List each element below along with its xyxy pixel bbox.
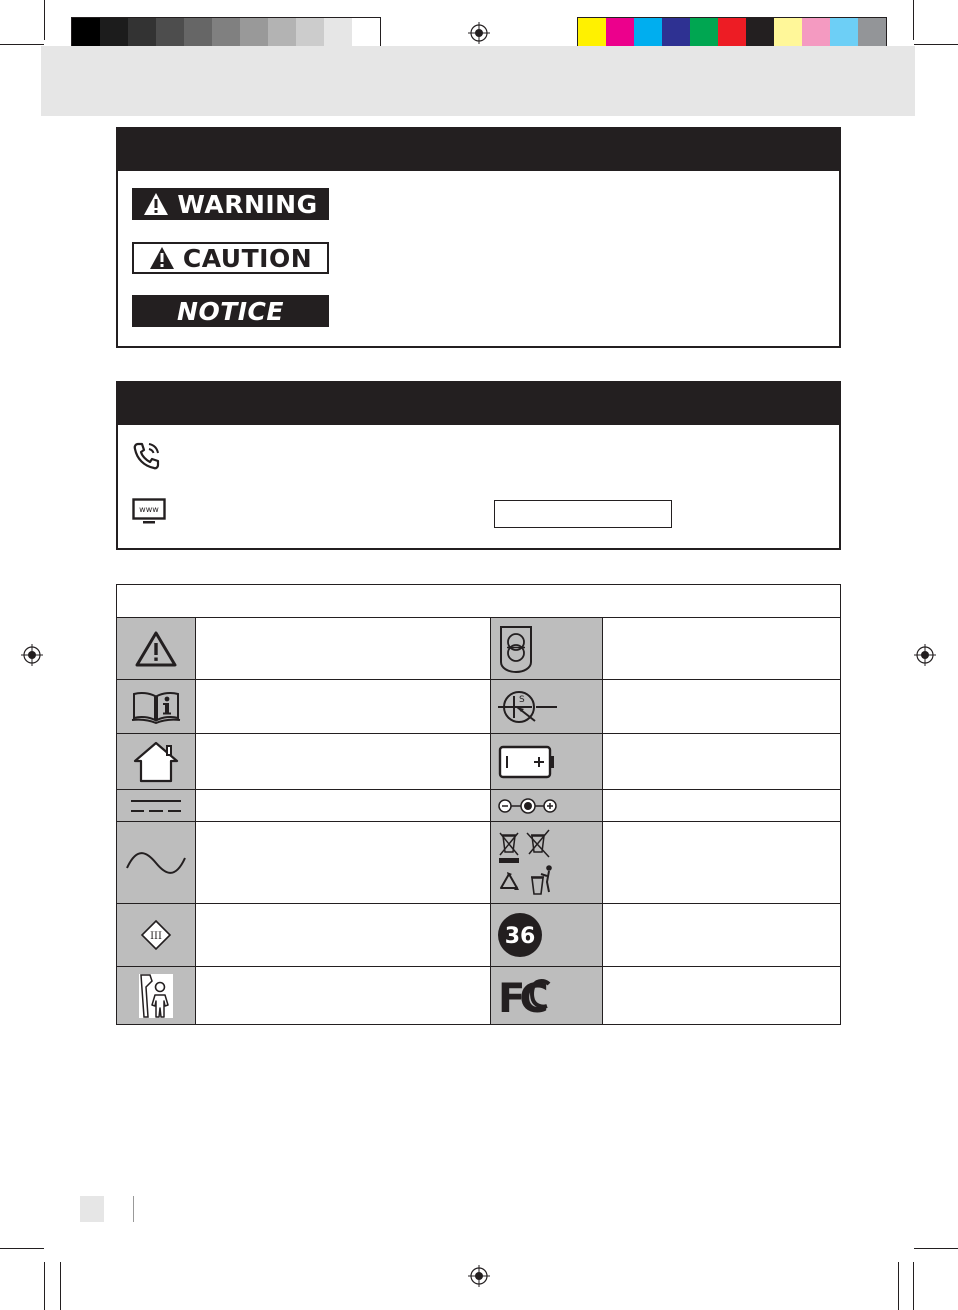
symbol-table: [116, 584, 841, 1025]
icon-cell: [491, 790, 603, 822]
service-header: [118, 383, 839, 425]
crop-mark: [44, 1262, 45, 1310]
color-swatch: [128, 18, 156, 46]
crop-mark: [914, 1248, 958, 1249]
crop-mark: [0, 44, 44, 45]
color-swatch: [718, 18, 746, 46]
description-cell: [195, 904, 491, 967]
color-swatch: [662, 18, 690, 46]
color-swatch: [100, 18, 128, 46]
warning-label: [132, 188, 329, 220]
notice-label: [132, 295, 329, 327]
registration-mark-icon: [21, 644, 43, 666]
color-swatch: [746, 18, 774, 46]
warning-triangle-icon: [149, 246, 175, 270]
caution-text: CAUTION: [182, 243, 313, 273]
table-row: [117, 734, 841, 790]
direct-current-icon: [130, 797, 182, 815]
url-field: [494, 500, 672, 528]
table-row: [117, 618, 841, 680]
alternating-current-icon: [125, 850, 187, 876]
fcc-logo-text: FC: [498, 975, 544, 1018]
icon-cell: [491, 904, 603, 967]
safety-transformer-icon: [497, 624, 535, 674]
icon-cell: [491, 680, 603, 734]
table-row: [117, 904, 841, 967]
www-monitor-icon: [132, 498, 166, 526]
icon-cell: [117, 967, 196, 1025]
description-cell: [603, 822, 841, 904]
crop-mark: [60, 1262, 61, 1310]
description-cell: [195, 822, 491, 904]
connector-polarity-icon: [497, 797, 559, 815]
symbol-table-header: [117, 585, 841, 618]
short-circuit-proof-icon: [497, 688, 559, 726]
crop-mark: [914, 44, 958, 45]
icon-cell: [491, 734, 603, 790]
color-swatch: [296, 18, 324, 46]
description-cell: [195, 734, 491, 790]
description-cell: [603, 967, 841, 1025]
color-swatch: [240, 18, 268, 46]
age-badge-text: 36: [505, 924, 536, 949]
color-swatch: [606, 18, 634, 46]
protection-class-iii-icon: [140, 919, 172, 951]
svg-text:www: www: [139, 505, 159, 514]
description-cell: [195, 967, 491, 1025]
page-number-divider: [133, 1196, 134, 1222]
icon-cell: [117, 904, 196, 967]
service-box: [116, 381, 841, 550]
description-cell: [603, 618, 841, 680]
color-swatch: [858, 18, 886, 46]
color-swatch: [634, 18, 662, 46]
description-cell: [195, 790, 491, 822]
crop-mark: [913, 1262, 914, 1310]
registration-mark-icon: [468, 22, 490, 44]
caution-label: [132, 242, 329, 274]
crop-mark: [898, 1262, 899, 1310]
disposal-recycling-icon: [497, 828, 559, 898]
color-swatch: [184, 18, 212, 46]
crop-mark: [913, 0, 914, 40]
notice-text: NOTICE: [177, 296, 284, 326]
signal-words-box: [116, 127, 841, 348]
color-swatch: [268, 18, 296, 46]
color-swatch: [156, 18, 184, 46]
description-cell: [195, 618, 491, 680]
description-cell: [195, 680, 491, 734]
crop-mark: [44, 0, 45, 40]
description-cell: [603, 680, 841, 734]
icon-cell: [117, 822, 196, 904]
grayscale-color-bar: [71, 17, 381, 47]
svg-text:III: III: [150, 931, 162, 942]
description-cell: [603, 790, 841, 822]
warning-triangle-icon: [134, 630, 178, 668]
indoor-use-icon: [131, 740, 181, 784]
registration-mark-icon: [468, 1265, 490, 1287]
table-row: [117, 680, 841, 734]
table-row: [117, 822, 841, 904]
color-swatch: [72, 18, 100, 46]
warning-triangle-icon: [143, 192, 169, 216]
color-swatch: [212, 18, 240, 46]
process-color-bar: [577, 17, 887, 47]
color-swatch: [774, 18, 802, 46]
icon-cell: [491, 822, 603, 904]
color-swatch: [324, 18, 352, 46]
table-row: [117, 790, 841, 822]
battery-polarity-icon: [497, 744, 557, 780]
color-swatch: [578, 18, 606, 46]
age-36-months-icon: [497, 912, 543, 958]
svg-text:S: S: [519, 694, 526, 705]
signal-words-header: [118, 129, 839, 171]
icon-cell: [117, 790, 196, 822]
phone-icon: [131, 440, 163, 472]
color-swatch: [690, 18, 718, 46]
icon-cell: [491, 618, 603, 680]
registration-mark-icon: [914, 644, 936, 666]
header-band: [41, 46, 915, 116]
description-cell: [603, 904, 841, 967]
warning-text: WARNING: [177, 189, 318, 219]
icon-cell: [491, 967, 603, 1025]
icon-cell: [117, 680, 196, 734]
description-cell: [603, 734, 841, 790]
page-number-box: [80, 1196, 104, 1222]
icon-cell: [117, 734, 196, 790]
read-manual-icon: [131, 690, 181, 724]
color-swatch: [352, 18, 380, 46]
crop-mark: [0, 1248, 44, 1249]
color-swatch: [802, 18, 830, 46]
choking-hazard-icon: [138, 973, 174, 1019]
table-row: [117, 967, 841, 1025]
color-swatch: [830, 18, 858, 46]
icon-cell: [117, 618, 196, 680]
fcc-logo-icon: [497, 974, 557, 1018]
